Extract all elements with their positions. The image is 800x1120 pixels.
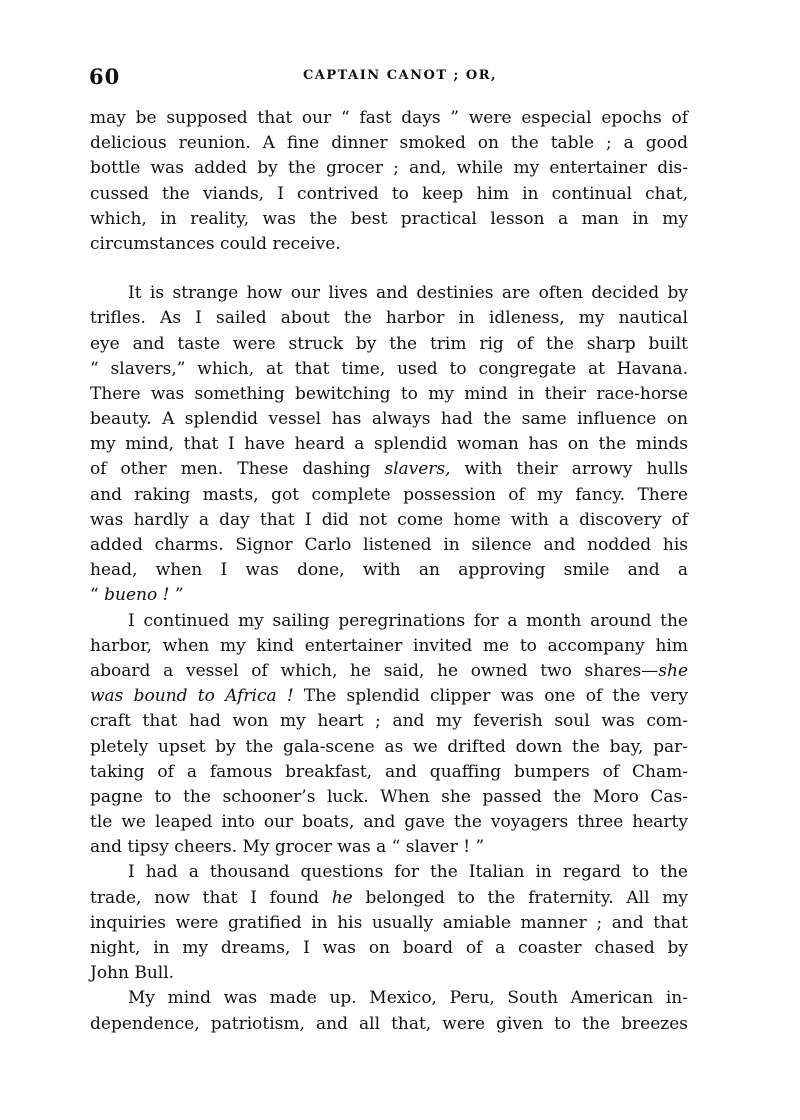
text-line: “ slavers,” which, at that time, used to congregate at Havana.: [90, 358, 688, 379]
paragraph-4: [90, 860, 688, 986]
text-line: [90, 684, 688, 709]
text-line: may be supposed that our “ fast days ” were especial epochs of: [90, 108, 688, 128]
text-line: was hardly a day that I did not come home with a discovery of: [90, 509, 688, 530]
text-run: ”: [169, 585, 184, 606]
text-line: trifles. As I sailed about the harbor in idleness, my nautical: [90, 308, 688, 329]
text-line: tle we leaped into our boats, and gave the voyagers three hearty: [90, 812, 688, 833]
text-run: trade, now that I found: [90, 887, 332, 908]
text-line: My mind was made up. Mexico, Peru, South American in-: [128, 988, 688, 1009]
text-line: and tipsy cheers. My grocer was a “ slaver ! ”: [90, 837, 485, 858]
text-line: [90, 659, 688, 684]
paragraph-3: [90, 609, 688, 861]
italic-run: bueno !: [104, 585, 170, 606]
text-line: eye and taste were struck by the trim rig of the sharp built: [90, 333, 688, 354]
text-line: dependence, patriotism, and all that, were given to the breezes: [90, 1013, 688, 1034]
text-line: cussed the viands, I contrived to keep him in continual chat,: [90, 183, 688, 204]
text-run: “: [90, 585, 105, 606]
text-line: There was something bewitching to my mind in their race-horse: [90, 383, 688, 404]
paragraph-2: [90, 281, 688, 608]
text-line: harbor, when my kind entertainer invited me to accompany him: [90, 635, 688, 656]
text-line: pletely upset by the gala-scene as we drifted down the bay, par-: [90, 736, 688, 757]
text-line: I had a thousand questions for the Italian in regard to the: [128, 862, 688, 883]
text-line: added charms. Signor Carlo listened in silence and nodded his: [90, 535, 688, 555]
text-line: [90, 886, 688, 911]
italic-run: she: [658, 660, 688, 681]
paragraph-5: [90, 986, 688, 1036]
text-line: which, in reality, was the best practical lesson a man in my: [90, 208, 688, 229]
italic-run: was bound to Africa !: [90, 686, 294, 707]
text-line: beauty. A splendid vessel has always had the same influence on: [90, 409, 688, 430]
text-line: John Bull.: [90, 963, 175, 984]
italic-run: slavers,: [384, 459, 451, 480]
text-line: [90, 583, 688, 608]
text-run: belonged to the fraternity. All my: [352, 887, 688, 908]
text-line: bottle was added by the grocer ; and, while my entertainer dis-: [90, 158, 688, 179]
running-head: CAPTAIN CANOT ; OR,: [302, 68, 498, 83]
text-line: head, when I was done, with an approving smile and a: [90, 560, 688, 581]
text-run: of other men. These dashing: [90, 459, 385, 480]
italic-run: he: [331, 887, 353, 908]
text-run: aboard a vessel of which, he said, he owned two shares—: [90, 660, 659, 681]
text-line: [90, 457, 688, 482]
page-number: 60: [89, 64, 121, 89]
text-line: inquiries were gratified in his usually amiable manner ; and that: [90, 912, 688, 933]
text-line: night, in my dreams, I was on board of a coaster chased by: [90, 938, 688, 958]
text-line: circumstances could receive.: [90, 233, 341, 254]
text-line: taking of a famous breakfast, and quaffing bumpers of Cham-: [90, 761, 688, 782]
text-line: delicious reunion. A fine dinner smoked on the table ; a good: [90, 133, 688, 154]
text-run: with their arrowy hulls: [450, 459, 688, 480]
text-line: my mind, that I have heard a splendid woman has on the minds: [90, 434, 688, 455]
text-run: The splendid clipper was one of the very: [293, 686, 688, 707]
text-line: I continued my sailing peregrinations for a month around the: [128, 610, 688, 631]
text-line: and raking masts, got complete possession of my fancy. There: [90, 484, 688, 505]
body-text: [90, 106, 688, 1037]
text-line: pagne to the schooner’s luck. When she passed the Moro Cas-: [90, 786, 688, 807]
text-line: It is strange how our lives and destinies are often decided by: [128, 283, 688, 304]
paragraph-1: [90, 106, 688, 257]
text-line: craft that had won my heart ; and my feverish soul was com-: [90, 711, 688, 732]
